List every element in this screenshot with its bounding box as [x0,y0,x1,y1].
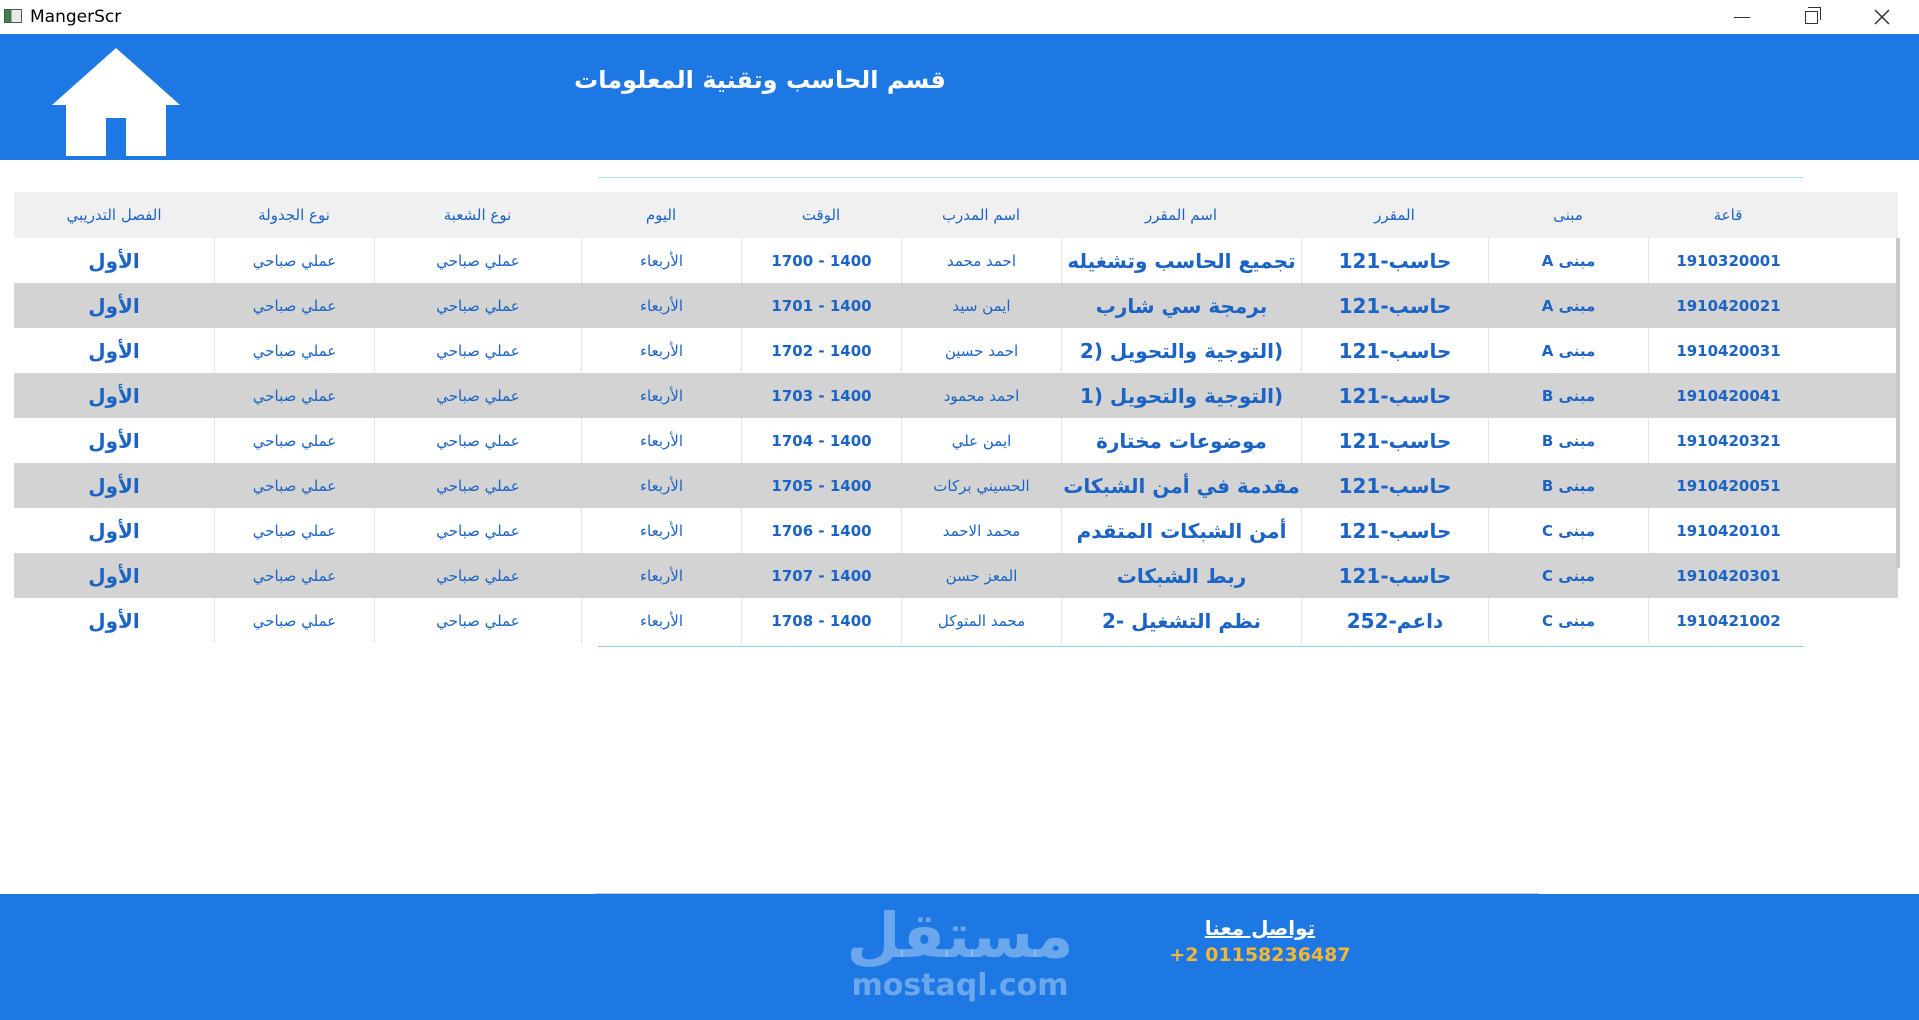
cell-day[interactable]: الأربعاء [581,283,741,328]
close-icon [1874,9,1890,25]
cell-section-type[interactable]: عملي صباحي [374,553,581,598]
cell-building[interactable]: مبنى A [1488,328,1648,373]
cell-hall[interactable]: 1910421002 [1648,598,1808,643]
cell-term[interactable]: الأول [88,563,140,588]
cell-section-type[interactable]: عملي صباحي [374,373,581,418]
cell-time[interactable]: 1400 - 1700 [741,238,901,283]
cell-schedule-type[interactable]: عملي صباحي [214,373,374,418]
cell-course[interactable]: حاسب-121 [1301,463,1488,508]
cell-time[interactable]: 1400 - 1704 [741,418,901,463]
cell-day[interactable]: الأربعاء [581,508,741,553]
column-header-hall[interactable]: قاعة [1713,206,1743,224]
maximize-button[interactable] [1777,0,1845,34]
cell-term[interactable]: الأول [88,608,140,633]
cell-building[interactable]: مبنى C [1488,508,1648,553]
cell-course-name[interactable]: نظم التشغيل -2 [1061,598,1301,643]
cell-schedule-type[interactable]: عملي صباحي [214,508,374,553]
cell-section-type[interactable]: عملي صباحي [374,418,581,463]
table-row[interactable] [14,328,1898,373]
column-header-time[interactable]: الوقت [801,206,841,224]
cell-section-type[interactable]: عملي صباحي [374,463,581,508]
table-row[interactable] [14,418,1898,463]
row-spacer [1808,508,1898,553]
cell-building[interactable]: مبنى C [1488,598,1648,643]
app-header [0,34,1919,160]
table-row[interactable] [14,508,1898,553]
cell-term[interactable]: الأول [88,338,140,363]
close-button[interactable] [1848,0,1916,34]
cell-trainer[interactable]: ايمن سيد [901,283,1061,328]
cell-course-name[interactable]: مقدمة في أمن الشبكات [1061,463,1301,508]
column-header-trainer[interactable]: اسم المدرب [941,206,1021,224]
table-row[interactable] [14,463,1898,508]
table-header-row [14,192,1898,238]
cell-hall[interactable]: 1910420101 [1648,508,1808,553]
cell-time[interactable]: 1400 - 1706 [741,508,901,553]
table-row[interactable] [14,283,1898,328]
cell-course[interactable]: داعم-252 [1301,598,1488,643]
cell-term[interactable]: الأول [88,428,140,453]
cell-trainer[interactable]: احمد حسين [901,328,1061,373]
cell-term[interactable]: الأول [88,473,140,498]
cell-building[interactable]: مبنى A [1488,283,1648,328]
cell-building[interactable]: مبنى B [1488,463,1648,508]
cell-course[interactable]: حاسب-121 [1301,328,1488,373]
column-header-section-type[interactable]: نوع الشعبة [443,206,512,224]
cell-hall[interactable]: 1910420031 [1648,328,1808,373]
cell-time[interactable]: 1400 - 1702 [741,328,901,373]
cell-course[interactable]: حاسب-121 [1301,553,1488,598]
column-header-course[interactable]: المقرر [1374,206,1415,224]
home-icon[interactable] [52,48,180,156]
cell-section-type[interactable]: عملي صباحي [374,508,581,553]
cell-schedule-type[interactable]: عملي صباحي [214,418,374,463]
cell-trainer[interactable]: المعز حسن [901,553,1061,598]
cell-section-type[interactable]: عملي صباحي [374,598,581,643]
cell-term[interactable]: الأول [88,248,140,273]
cell-course-name[interactable]: (التوجية والتحويل (1 [1061,373,1301,418]
watermark-english: mostaql.com [851,968,1069,1003]
table-row[interactable] [14,238,1898,283]
column-header-building[interactable]: مبنى [1553,206,1583,224]
cell-building[interactable]: مبنى A [1488,238,1648,283]
cell-building[interactable]: مبنى B [1488,418,1648,463]
row-spacer [1808,328,1898,373]
column-header-course-name[interactable]: اسم المقرر [1145,206,1218,224]
schedule-table [14,192,1898,643]
column-header-day[interactable]: اليوم [645,206,677,224]
contact-us-link[interactable]: تواصل معنا [1204,916,1316,940]
cell-trainer[interactable]: محمد الاحمد [901,508,1061,553]
table-header-spacer [1808,192,1898,238]
cell-course-name[interactable]: ربط الشبكات [1061,553,1301,598]
cell-time[interactable]: 1400 - 1708 [741,598,901,643]
cell-course-name[interactable]: تجميع الحاسب وتشغيله [1061,238,1301,283]
cell-section-type[interactable]: عملي صباحي [374,328,581,373]
maximize-icon [1805,11,1818,24]
cell-hall[interactable]: 1910420041 [1648,373,1808,418]
cell-hall[interactable]: 1910420301 [1648,553,1808,598]
window-title: MangerScr [30,7,122,27]
cell-term[interactable]: الأول [88,518,140,543]
cell-course[interactable]: حاسب-121 [1301,283,1488,328]
cell-section-type[interactable]: عملي صباحي [374,238,581,283]
cell-schedule-type[interactable]: عملي صباحي [214,283,374,328]
row-spacer [1808,283,1898,328]
column-header-term[interactable]: الفصل التدريبي [66,206,162,224]
cell-day[interactable]: الأربعاء [581,598,741,643]
cell-day[interactable]: الأربعاء [581,328,741,373]
cell-schedule-type[interactable]: عملي صباحي [214,463,374,508]
row-spacer [1808,238,1898,283]
cell-time[interactable]: 1400 - 1707 [741,553,901,598]
cell-hall[interactable]: 1910420021 [1648,283,1808,328]
table-scrollbar[interactable] [1896,238,1900,568]
cell-hall[interactable]: 1910320001 [1648,238,1808,283]
cell-time[interactable]: 1400 - 1703 [741,373,901,418]
cell-schedule-type[interactable]: عملي صباحي [214,238,374,283]
cell-course-name[interactable]: برمجة سي شارب [1061,283,1301,328]
cell-trainer[interactable]: الحسيني بركات [901,463,1061,508]
cell-hall[interactable]: 1910420051 [1648,463,1808,508]
cell-course-name[interactable]: موضوعات مختارة [1061,418,1301,463]
cell-course[interactable]: حاسب-121 [1301,508,1488,553]
cell-course[interactable]: حاسب-121 [1301,418,1488,463]
cell-time[interactable]: 1400 - 1705 [741,463,901,508]
table-row[interactable] [14,553,1898,598]
row-spacer [1808,418,1898,463]
cell-term[interactable]: الأول [88,293,140,318]
cell-day[interactable]: الأربعاء [581,418,741,463]
watermark-arabic: مستقل [846,899,1074,972]
cell-day[interactable]: الأربعاء [581,553,741,598]
cell-day[interactable]: الأربعاء [581,463,741,508]
cell-building[interactable]: مبنى B [1488,373,1648,418]
minimize-icon [1734,17,1750,18]
cell-day[interactable]: الأربعاء [581,238,741,283]
minimize-button[interactable] [1708,0,1776,34]
table-row[interactable] [14,598,1898,643]
row-spacer [1808,373,1898,418]
app-footer [0,894,1919,1020]
cell-course-name[interactable]: (التوجية والتحويل (2 [1061,328,1301,373]
cell-time[interactable]: 1400 - 1701 [741,283,901,328]
cell-hall[interactable]: 1910420321 [1648,418,1808,463]
cell-schedule-type[interactable]: عملي صباحي [214,598,374,643]
column-header-schedule-type[interactable]: نوع الجدولة [258,206,330,224]
cell-course[interactable]: حاسب-121 [1301,238,1488,283]
cell-schedule-type[interactable]: عملي صباحي [214,328,374,373]
cell-building[interactable]: مبنى C [1488,553,1648,598]
table-row[interactable] [14,373,1898,418]
cell-day[interactable]: الأربعاء [581,373,741,418]
cell-course[interactable]: حاسب-121 [1301,373,1488,418]
cell-course-name[interactable]: أمن الشبكات المتقدم [1061,508,1301,553]
cell-schedule-type[interactable]: عملي صباحي [214,553,374,598]
cell-trainer[interactable]: احمد محمد [901,238,1061,283]
cell-trainer[interactable]: ايمن علي [901,418,1061,463]
watermark-logo [830,899,1090,1004]
row-spacer [1808,463,1898,508]
window-titlebar [0,0,1919,34]
cell-trainer[interactable]: محمد المتوكل [901,598,1061,643]
row-spacer [1808,598,1898,643]
page-title: قسم الحاسب وتقنية المعلومات [574,66,946,94]
row-spacer [1808,553,1898,598]
contact-phone: +2 01158236487 [1169,944,1351,966]
cell-term[interactable]: الأول [88,383,140,408]
cell-trainer[interactable]: احمد محمود [901,373,1061,418]
app-icon [4,9,22,23]
cell-section-type[interactable]: عملي صباحي [374,283,581,328]
